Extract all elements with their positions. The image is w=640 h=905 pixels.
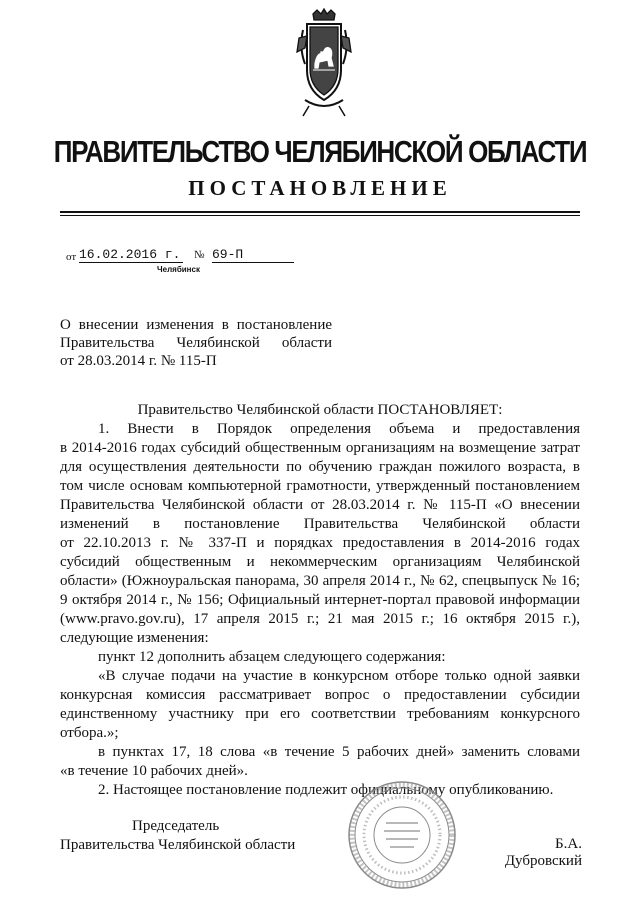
- body-line: 9 октября 2014 г., № 156; Официальный интернет-портал правовой информации: [60, 592, 580, 608]
- official-seal-stamp: [346, 779, 458, 891]
- header-rule-thick: [60, 211, 580, 213]
- document-body: [60, 401, 580, 800]
- body-line: том числе основам компьютерной грамотности, утвержденный постановлением: [60, 478, 580, 494]
- body-line: 2. Настоящее постановление подлежит официальному опубликованию.: [98, 782, 554, 798]
- body-line: в пунктах 17, 18 слова «в течение 5 рабочих дней» заменить словами: [98, 744, 580, 760]
- body-line: Правительства Челябинской области от 28.03.2014 г. № 115-П «О внесении: [60, 497, 580, 513]
- position-organization: Правительства Челябинской области: [60, 837, 296, 853]
- body-line: (www.pravo.gov.ru), 17 апреля 2015 г.; 21 мая 2015 г.; 16 октября 2015 г.),: [60, 611, 580, 627]
- number-label: №: [194, 249, 205, 261]
- body-line: Правительство Челябинской области ПОСТАНОВЛЯЕТ:: [137, 402, 503, 418]
- subject-line: О внесении изменения в постановление: [60, 317, 332, 333]
- body-line: конкурсная комиссия рассматривает вопрос о предоставлении субсидии: [60, 687, 580, 703]
- body-line: области» (Южноуральская панорама, 30 апреля 2014 г., № 62, спецвыпуск № 16;: [60, 573, 580, 589]
- body-line: от 22.10.2013 г. № 337-П и порядках предоставления в 2014-2016 годах: [60, 535, 580, 551]
- signatory-position: [60, 817, 310, 855]
- document-subject: [60, 316, 332, 370]
- document-date: 16.02.2016 г.: [79, 247, 183, 263]
- coat-of-arms-emblem: [293, 8, 355, 120]
- body-line: в 2014-2016 годах субсидий общественным организациям на возмещение затрат: [60, 440, 580, 456]
- registration-block: [60, 245, 320, 281]
- body-line: 1. Внести в Порядок определения объема и предоставления: [98, 421, 580, 437]
- body-line: единственному участнику при его соответствии требованиям конкурсного: [60, 706, 580, 722]
- body-line: отбора.»;: [60, 725, 119, 741]
- body-line: «в течение 10 рабочих дней».: [60, 763, 248, 779]
- document-number: 69-П: [212, 247, 294, 263]
- signatory-name: Б.А. Дубровский: [504, 836, 582, 869]
- header-rule-thin: [60, 215, 580, 216]
- body-line: следующие изменения:: [60, 630, 209, 646]
- subject-line: от 28.03.2014 г. № 115-П: [60, 353, 217, 369]
- body-line: пункт 12 дополнить абзацем следующего содержания:: [98, 649, 446, 665]
- government-title: ПРАВИТЕЛЬСТВО ЧЕЛЯБИНСКОЙ ОБЛАСТИ: [53, 134, 587, 169]
- position-title: Председатель: [132, 818, 220, 834]
- body-line: для осуществления деятельности по обучению граждан пожилого возраста, в: [60, 459, 580, 475]
- issue-city: Челябинск: [157, 265, 200, 274]
- document-type-heading: ПОСТАНОВЛЕНИЕ: [188, 176, 452, 200]
- body-line: субсидий общественным и некоммерческим организациям Челябинской: [60, 554, 580, 570]
- date-prefix: от: [66, 251, 77, 263]
- body-line: изменений в постановление Правительства Челябинской области: [60, 516, 580, 532]
- subject-line: Правительства Челябинской области: [60, 335, 332, 351]
- body-line: «В случае подачи на участие в конкурсном отборе только одной заявки: [98, 668, 580, 684]
